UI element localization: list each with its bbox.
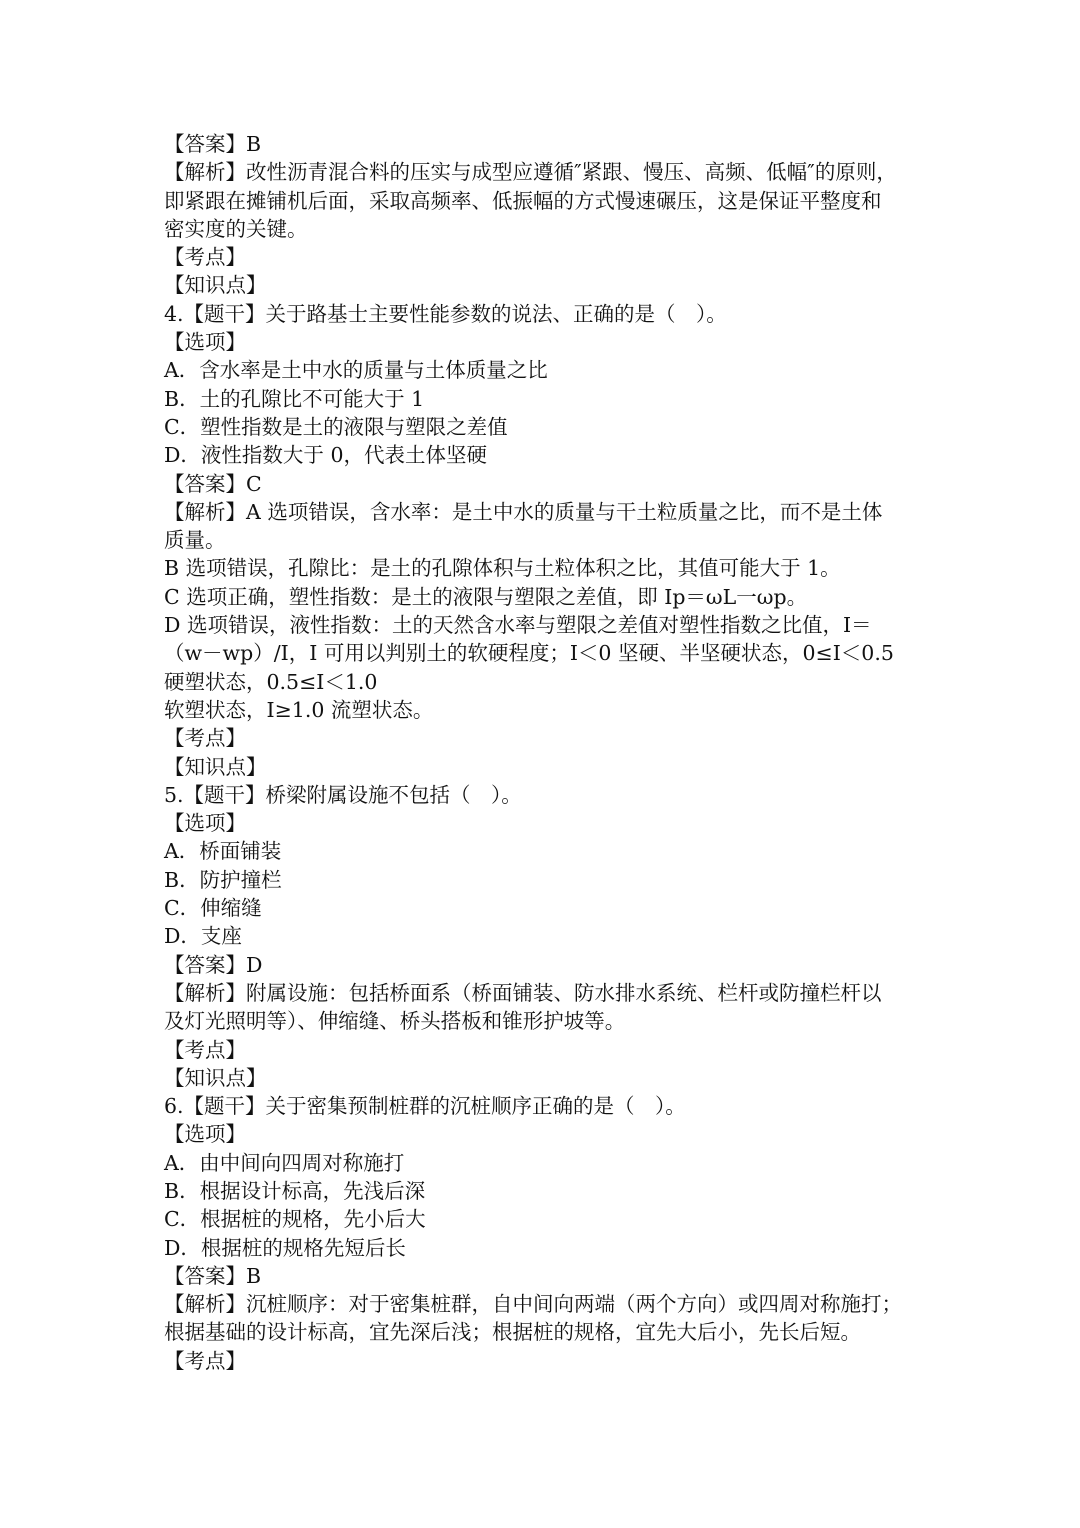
text-line: C．塑性指数是土的液限与塑限之差值 (164, 414, 508, 439)
text-line: 【解析】A 选项错误，含水率：是土中水的质量与干土粒质量之比，而不是土体 (164, 499, 883, 524)
text-line: 即紧跟在摊铺机后面，采取高频率、低振幅的方式慢速碾压，这是保证平整度和 (164, 188, 882, 213)
text-line: 4.【题干】关于路基士主要性能参数的说法、正确的是（ ）。 (164, 301, 727, 326)
text-line: 【解析】改性沥青混合料的压实与成型应遵循″紧跟、慢压、高频、低幅″的原则， (164, 160, 897, 185)
text-line: （w－wp）/I，I 可用以判别土的软硬程度；I＜0 坚硬、半坚硬状态，0≤I＜0.5 (164, 641, 894, 666)
text-line: 【选项】 (164, 1122, 246, 1147)
text-line: 【知识点】 (164, 1065, 267, 1090)
text-line: 【答案】B (164, 1263, 262, 1288)
text-line: 【考点】 (164, 245, 246, 270)
text-line: 【解析】附属设施：包括桥面系（桥面铺装、防水排水系统、栏杆或防撞栏杆以 (164, 980, 882, 1005)
text-line: 【考点】 (164, 1348, 246, 1373)
text-line: 密实度的关键。 (164, 216, 308, 241)
text-line: B．防护撞栏 (164, 867, 282, 892)
text-line: D．根据桩的规格先短后长 (164, 1235, 406, 1260)
text-line: 6.【题干】关于密集预制桩群的沉桩顺序正确的是（ ）。 (164, 1094, 686, 1119)
text-line: 【解析】沉桩顺序：对于密集桩群，自中间向两端（两个方向）或四周对称施打； (164, 1292, 902, 1317)
text-line: D 选项错误，液性指数：土的天然含水率与塑限之差值对塑性指数之比值，I＝ (164, 613, 872, 638)
text-line: A．桥面铺装 (164, 839, 282, 864)
text-line: 质量。 (164, 528, 226, 553)
text-line: C 选项正确，塑性指数：是土的液限与塑限之差值，即 Ip＝ωL一ωp。 (164, 584, 808, 609)
text-line: D．支座 (164, 924, 242, 949)
document-body (164, 130, 924, 1375)
text-line: 硬塑状态，0.5≤I＜1.0 (164, 669, 378, 694)
text-line: 【考点】 (164, 726, 246, 751)
text-line: C．根据桩的规格，先小后大 (164, 1207, 426, 1232)
text-line: 软塑状态，I≥1.0 流塑状态。 (164, 697, 434, 722)
text-line: A．由中间向四周对称施打 (164, 1150, 405, 1175)
text-line: B 选项错误，孔隙比：是土的孔隙体积与土粒体积之比，其值可能大于 1。 (164, 556, 841, 581)
text-line: 【答案】B (164, 132, 262, 156)
text-line: 【答案】D (164, 952, 263, 977)
text-line: A．含水率是土中水的质量与土体质量之比 (164, 358, 548, 383)
text-line: 【知识点】 (164, 754, 267, 779)
text-line: 【答案】C (164, 471, 262, 496)
text-line: D．液性指数大于 0，代表土体坚硬 (164, 443, 487, 468)
text-line: 5.【题干】桥梁附属设施不包括（ ）。 (164, 782, 522, 807)
text-line: 根据基础的设计标高，宜先深后浅；根据桩的规格，宜先大后小，先长后短。 (164, 1320, 861, 1345)
text-line: 【知识点】 (164, 273, 267, 298)
text-line: 及灯光照明等）、伸缩缝、桥头搭板和锥形护坡等。 (164, 1009, 626, 1034)
text-line: 【考点】 (164, 1037, 246, 1062)
text-line: B．根据设计标高，先浅后深 (164, 1178, 426, 1203)
text-line: 【选项】 (164, 811, 246, 836)
text-line: C．伸缩缝 (164, 896, 262, 921)
text-line: B．土的孔隙比不可能大于 1 (164, 386, 425, 411)
text-line: 【选项】 (164, 330, 246, 355)
